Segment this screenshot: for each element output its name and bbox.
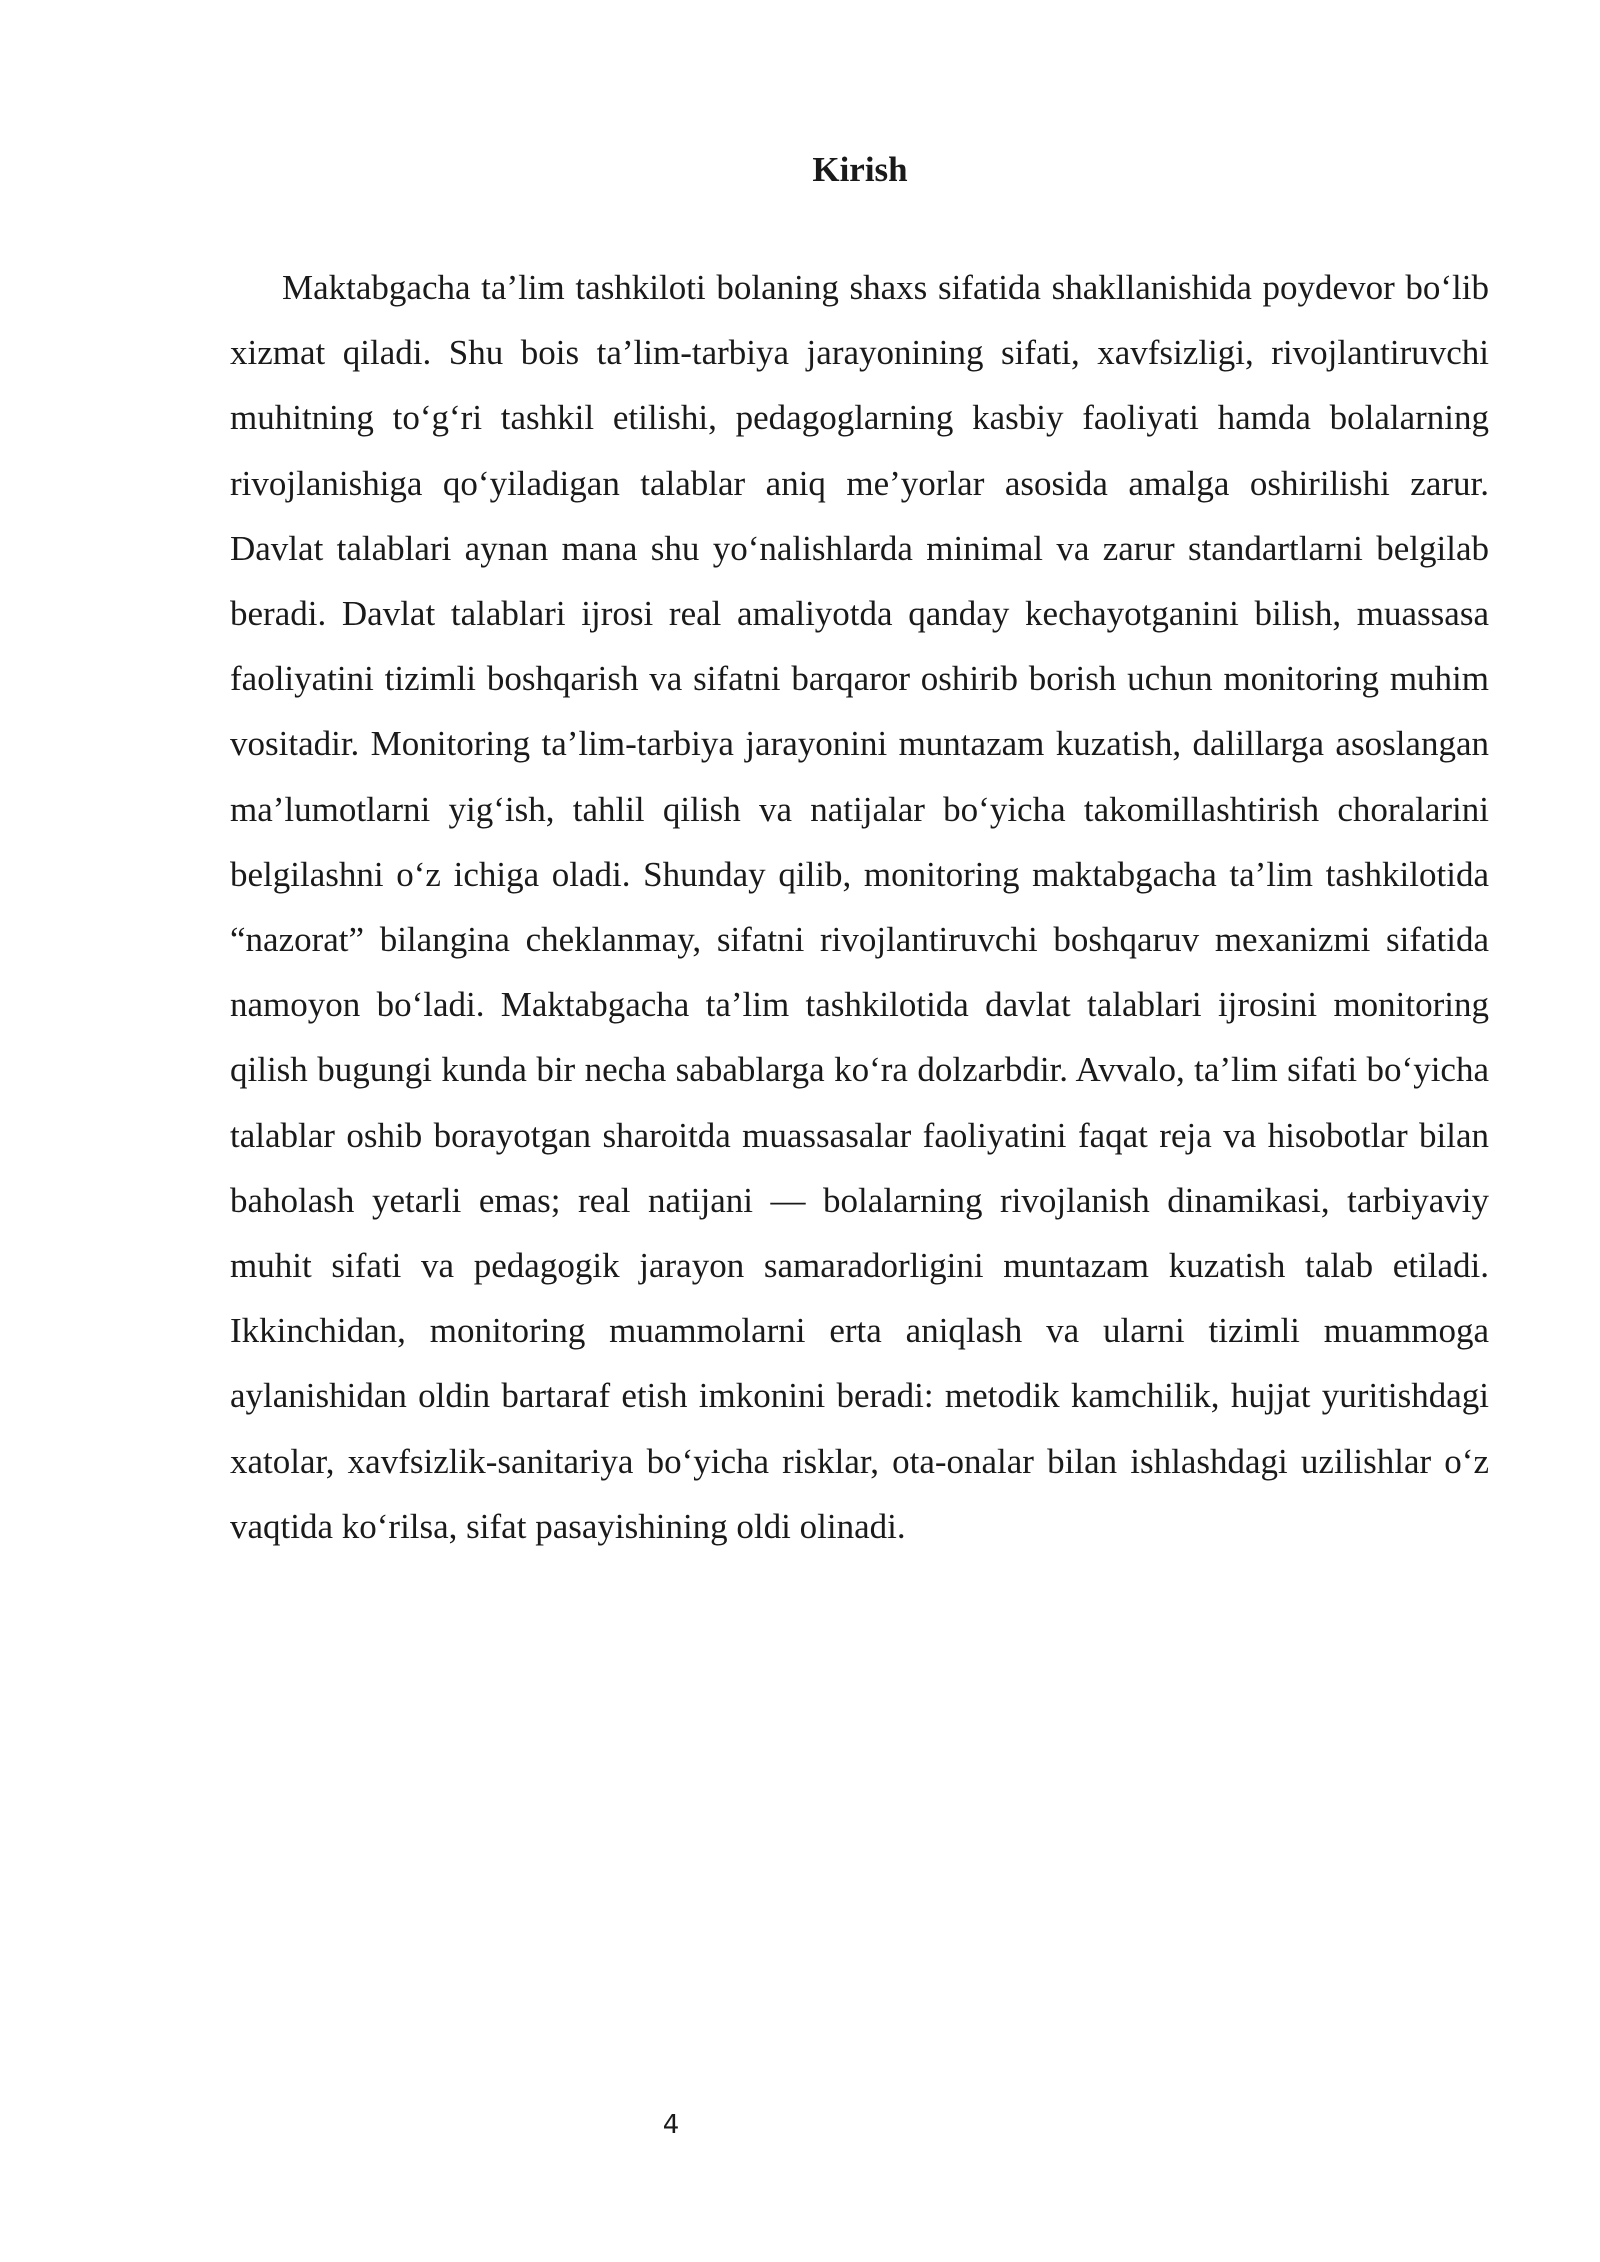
page-number: 4	[662, 2110, 680, 2140]
section-title: Kirish	[812, 150, 908, 189]
body-paragraph: Maktabgacha ta’lim tashkiloti bolaning shaxs sifatida shakllanishida poydevor bo‘lib xizmat qiladi. Shu bois ta’lim-tarbiya jarayonining sifati, xavfsizligi, rivojlantiruvchi muhitning to‘g‘ri tashkil etilishi, pedagoglarning kasbiy faoliyati hamda bolalarning rivojlanishiga qo‘yiladigan talablar aniq me’yorlar asosida amalga oshirilishi zarur. Davlat talablari aynan mana shu yo‘nalishlarda minimal va zarur standartlarni belgilab beradi. Davlat talablari ijrosi real amaliyotda qanday kechayotganini bilish, muassasa faoliyatini tizimli boshqarish va sifatni barqaror oshirib borish uchun monitoring muhim vositadir. Monitoring ta’lim-tarbiya jarayonini muntazam kuzatish, dalillarga asoslangan ma’lumotlarni yig‘ish, tahlil qilish va natijalar bo‘yicha takomillashtirish choralarini belgilashni o‘z ichiga oladi. Shunday qilib, monitoring maktabgacha ta’lim tashkilotida “nazorat” bilangina cheklanmay, sifatni rivojlantiruvchi boshqaruv mexanizmi sifatida namoyon bo‘ladi. Maktabgacha ta’lim tashkilotida davlat talablari ijrosini monitoring qilish bugungi kunda bir necha sabablarga ko‘ra dolzarbdir. Avvalo, ta’lim sifati bo‘yicha talablar oshib borayotgan sharoitda muassasalar faoliyatini faqat reja va hisobotlar bilan baholash yetarli emas; real natijani — bolalarning rivojlanish dinamikasi, tarbiyaviy muhit sifati va pedagogik jarayon samaradorligini muntazam kuzatish talab etiladi. Ikkinchidan, monitoring muammolarni erta aniqlash va ularni tizimli muammoga aylanishidan oldin bartaraf etish imkonini beradi: metodik kamchilik, hujjat yuritishdagi xatolar, xavfsizlik-sanitariya bo‘yicha risklar, ota-onalar bilan ishlashdagi uzilishlar o‘z vaqtida ko‘rilsa, sifat pasayishining oldi olinadi.	[230, 268, 1489, 1546]
